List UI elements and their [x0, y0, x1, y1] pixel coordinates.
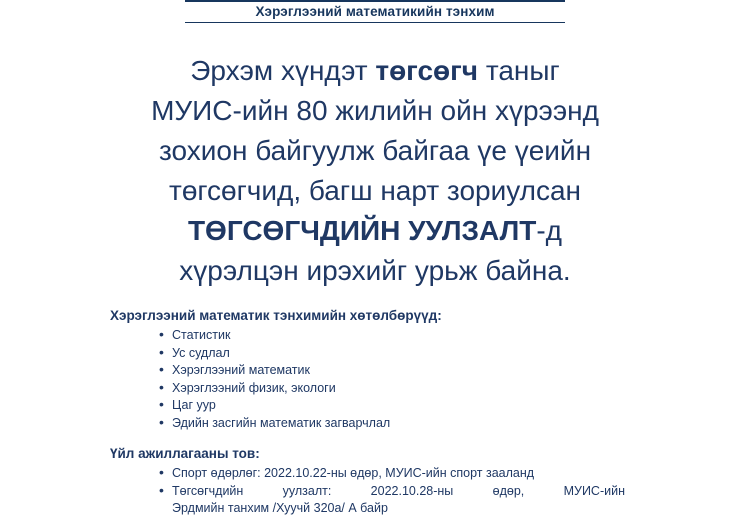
- list-item: • Спорт өдөрлөг: 2022.10.22-ны өдөр, МУИС-ийн спорт зааланд: [172, 465, 750, 483]
- invitation-line: [40, 251, 710, 291]
- invitation-line: [40, 131, 710, 171]
- invitation-line: [40, 91, 710, 131]
- document-header: [0, 0, 750, 23]
- list-item: • Цаг уур: [172, 397, 750, 415]
- programs-heading: Хэрэглээний математик тэнхимийн хөтөлбөрүүд:: [110, 308, 442, 323]
- schedule-section: [0, 445, 750, 518]
- invitation-line: [40, 171, 710, 211]
- invitation-text: [40, 51, 710, 291]
- list-item: • Эдийн засгийн математик загварчлал: [172, 415, 750, 433]
- invitation-line: [40, 51, 710, 91]
- header-divider-bottom: [185, 22, 565, 23]
- schedule-heading: Үйл ажиллагааны тов:: [110, 446, 260, 461]
- list-item: • Статистик: [172, 327, 750, 345]
- invitation-text-span: МУИС-ийн 80 жилийн ойн хүрээнд: [151, 95, 599, 126]
- invitation-text-span: зохион байгуулж байгаа үе үеийн: [158, 135, 592, 166]
- list-item: [172, 483, 750, 518]
- invitation-text-span: таныг: [478, 55, 560, 86]
- list-item: • Ус судлал: [172, 345, 750, 363]
- invitation-text-span: төгсөгчид, багш нарт зориулсан: [169, 175, 581, 206]
- schedule-list: [110, 465, 750, 518]
- invitation-line: [40, 211, 710, 251]
- department-title: Хэрэглээний математикийн тэнхим: [255, 4, 495, 19]
- list-item: • Хэрэглээний математик: [172, 362, 750, 380]
- invitation-text-span: хүрэлцэн ирэхийг урьж байна.: [179, 255, 571, 286]
- list-item: • Хэрэглээний физик, экологи: [172, 380, 750, 398]
- schedule-item-justified: • Төгсөгчдийн уулзалт: 2022.10.28-ны өдөр, МУИС-ийн: [172, 483, 625, 498]
- invitation-emphasis: ТӨГСӨГЧДИЙН УУЛЗАЛТ: [187, 215, 537, 246]
- invitation-emphasis: төгсөгч: [375, 55, 479, 86]
- programs-section: [0, 307, 750, 432]
- programs-list: [110, 327, 750, 432]
- invitation-text-span: Эрхэм хүндэт: [190, 55, 376, 86]
- invitation-text-span: -д: [536, 215, 563, 246]
- schedule-item-continuation: Эрдмийн танхим /Хуучй 320а/ А байр: [172, 501, 388, 515]
